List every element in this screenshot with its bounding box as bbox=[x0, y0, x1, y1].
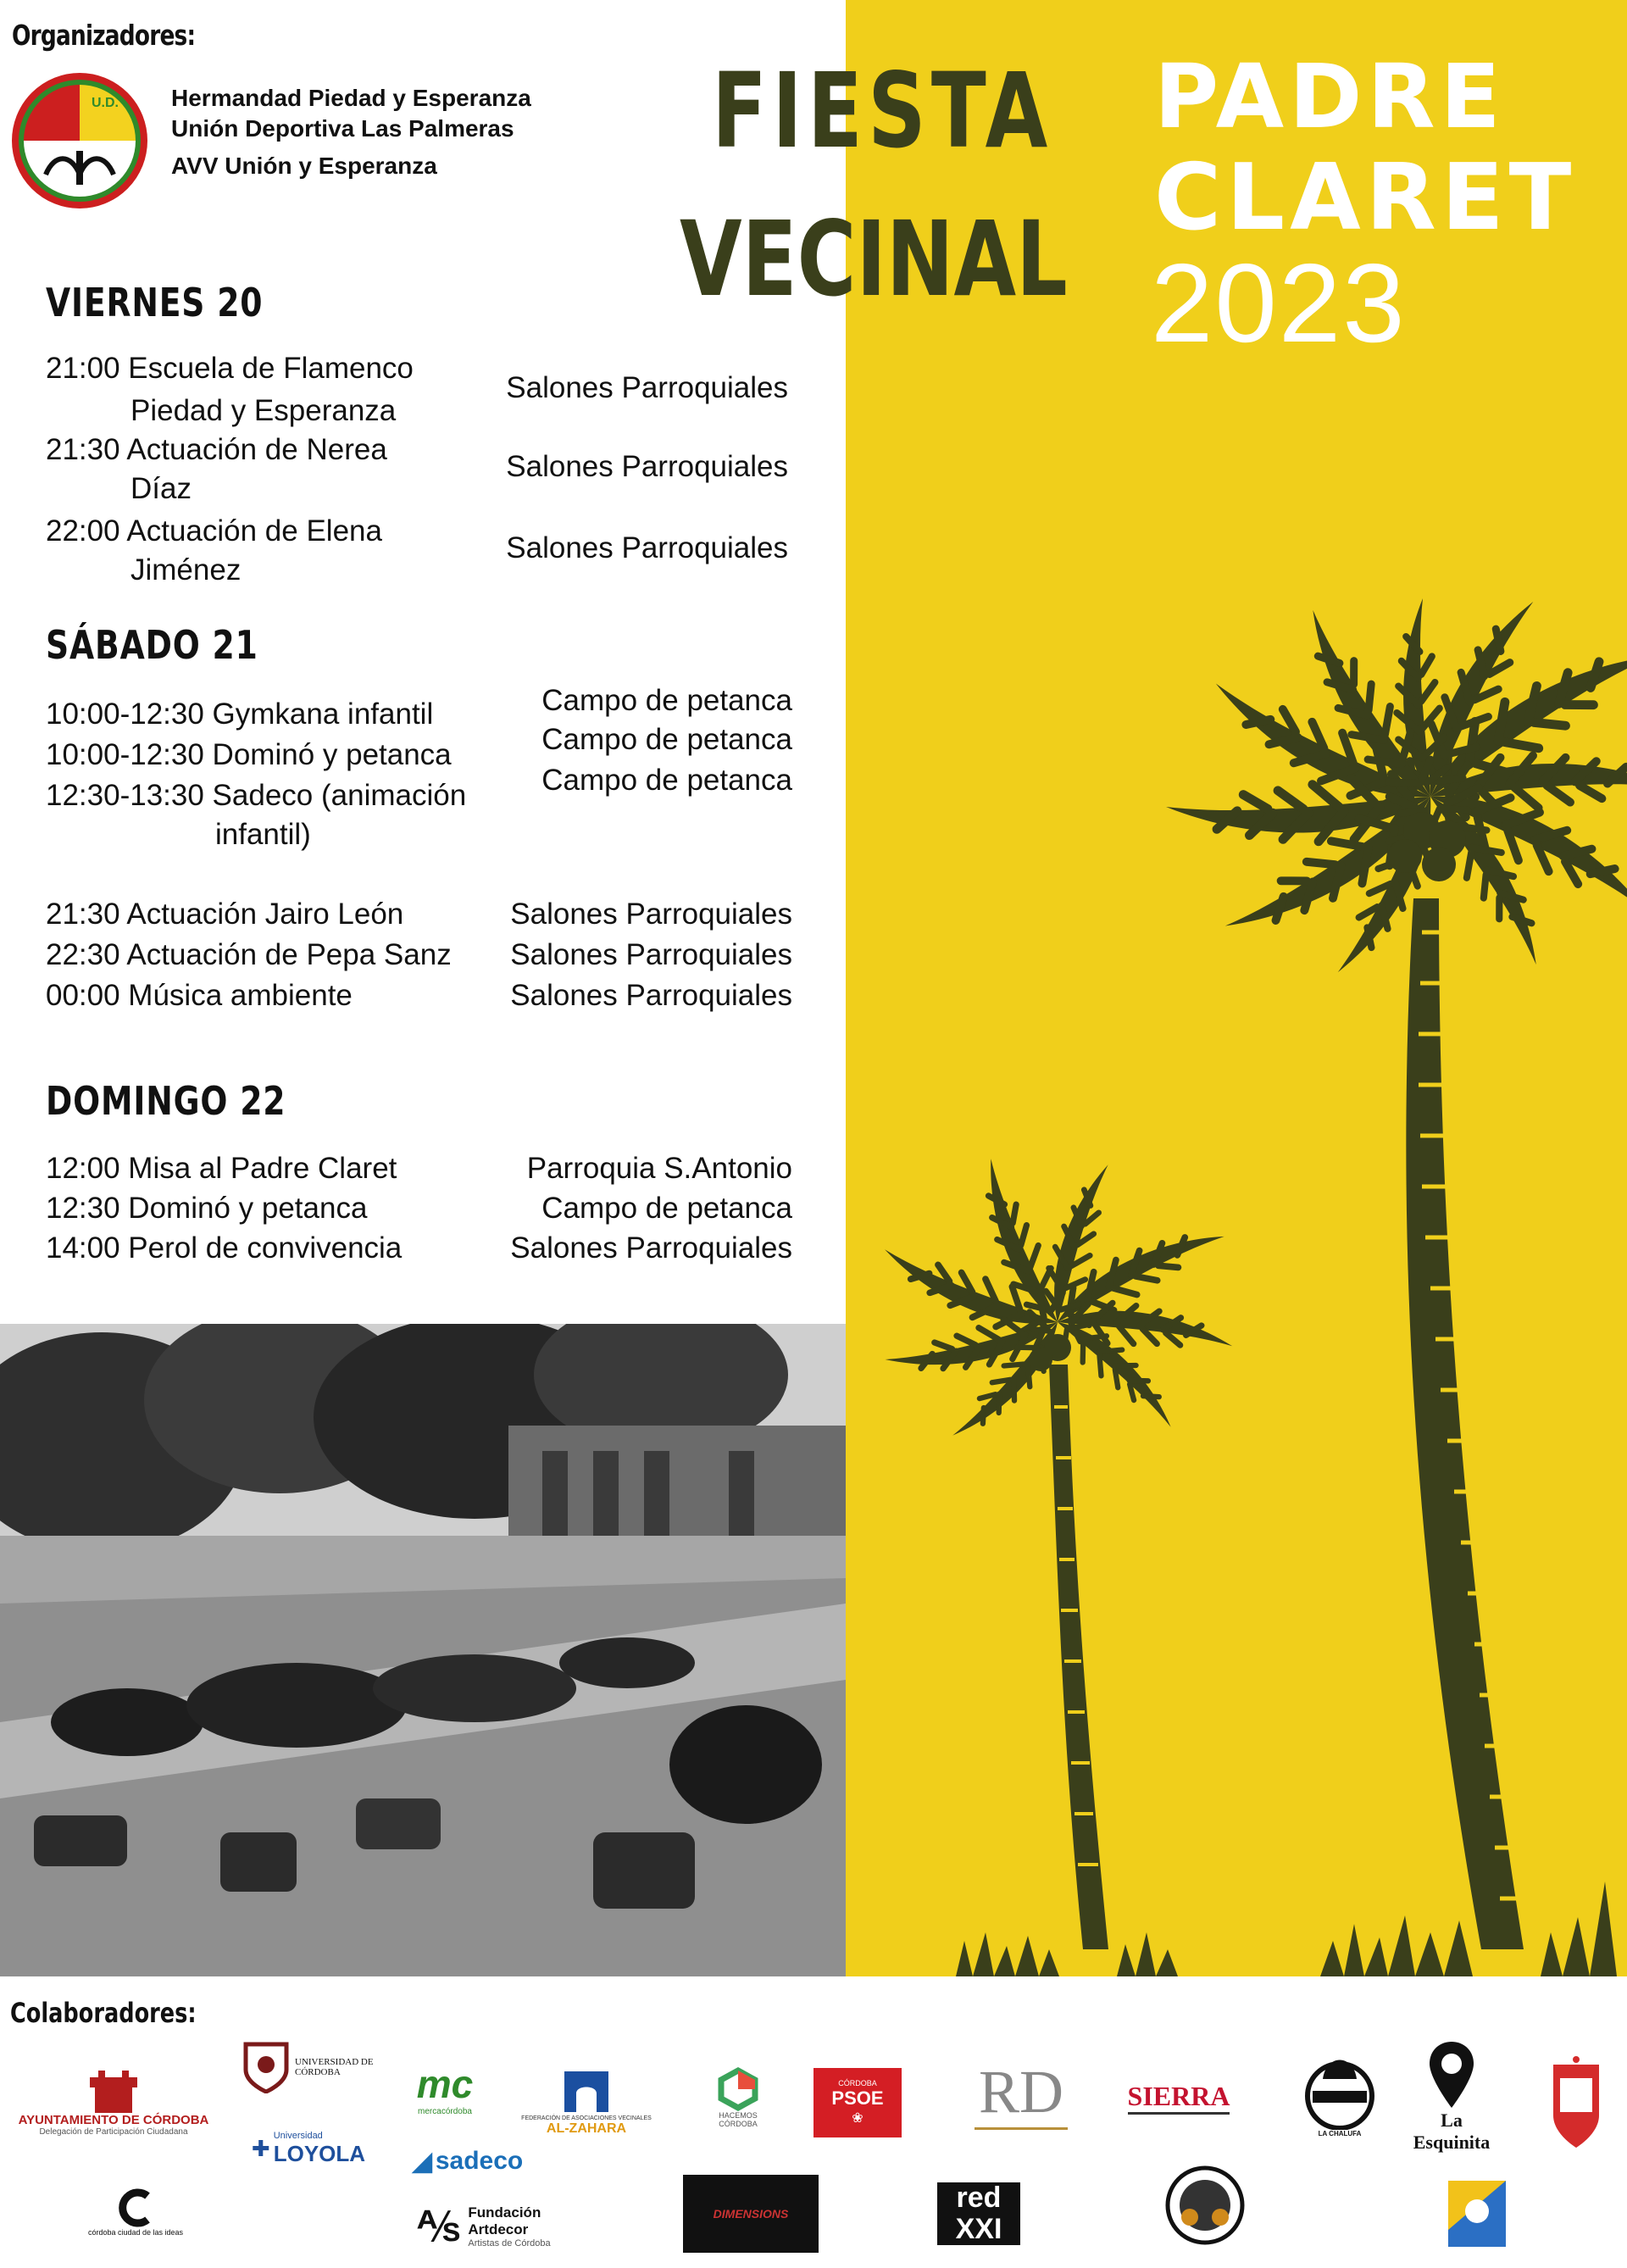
event-sabado-2: 10:00-12:30 Dominó y petanca bbox=[46, 738, 452, 771]
event-viernes-2: 21:30 Actuación de Nerea bbox=[46, 433, 387, 466]
event-viernes-2-cont: Díaz bbox=[130, 472, 192, 505]
event-photo bbox=[0, 1324, 846, 1976]
organizer-3: AVV Unión y Esperanza bbox=[171, 153, 437, 179]
event-sabado-3-cont: infantil) bbox=[215, 818, 311, 851]
place-sabado-1: Campo de petanca bbox=[541, 684, 792, 717]
loyola-cross-icon: ✚ bbox=[251, 2135, 270, 2161]
logo-sadeco: ◢ sadeco bbox=[412, 2147, 524, 2176]
logo-dimensions-cars: DIMENSIONS bbox=[683, 2175, 819, 2253]
logo-red-xxi: red XXI bbox=[937, 2175, 1020, 2253]
place-domingo-2: Campo de petanca bbox=[541, 1192, 792, 1225]
place-sabado-5: Salones Parroquiales bbox=[510, 938, 792, 971]
title-claret: CLARET bbox=[1154, 145, 1577, 251]
place-sabado-2: Campo de petanca bbox=[541, 723, 792, 756]
logo-cordoba-ciudad-ideas: córdoba ciudad de las ideas bbox=[68, 2170, 203, 2254]
logo-club-shield bbox=[1547, 2054, 1605, 2153]
svg-text:U.D.: U.D. bbox=[92, 96, 119, 110]
day-title-sabado: SÁBADO 21 bbox=[46, 622, 258, 668]
event-viernes-1-cont: Piedad y Esperanza bbox=[130, 394, 397, 427]
uco-shield-icon bbox=[242, 2041, 290, 2093]
event-sabado-6: 00:00 Música ambiente bbox=[46, 979, 353, 1012]
title-vecinal: VECINAL bbox=[680, 199, 1068, 320]
event-sabado-4: 21:30 Actuación Jairo León bbox=[46, 898, 404, 931]
place-viernes-1: Salones Parroquiales bbox=[506, 371, 788, 404]
artdecor-mark-icon: ⅍ bbox=[417, 2203, 460, 2250]
logo-sierra: SIERRA bbox=[1117, 2068, 1241, 2127]
castle-icon bbox=[88, 2067, 139, 2113]
event-viernes-3-cont: Jiménez bbox=[130, 553, 242, 586]
event-viernes-3: 22:00 Actuación de Elena bbox=[46, 514, 382, 548]
place-viernes-2: Salones Parroquiales bbox=[506, 450, 788, 483]
event-domingo-2: 12:30 Dominó y petanca bbox=[46, 1192, 368, 1225]
logo-rd: RD bbox=[966, 2043, 1076, 2144]
place-sabado-3: Campo de petanca bbox=[541, 764, 792, 797]
hexagon-icon bbox=[716, 2067, 760, 2111]
logo-motorcycle-club bbox=[1163, 2153, 1247, 2258]
la-chalufa-emblem-icon bbox=[1297, 2048, 1382, 2130]
title-fiesta: FIESTA bbox=[712, 51, 1053, 171]
rose-icon: ❀ bbox=[852, 2111, 863, 2126]
logo-ayuntamiento-cordoba: AYUNTAMIENTO DE CÓRDOBA Delegación de Participación Ciudadana bbox=[12, 2051, 215, 2153]
logo-hacemos-cordoba: HACEMOS CÓRDOBA bbox=[700, 2060, 776, 2136]
location-pin-icon bbox=[1426, 2040, 1477, 2110]
blue-yellow-shield-icon bbox=[1447, 2179, 1508, 2250]
logo-al-zahara: FEDERACIÓN DE ASOCIACIONES VECINALES AL-ZAHARA bbox=[508, 2049, 664, 2151]
event-sabado-5: 22:30 Actuación de Pepa Sanz bbox=[46, 938, 452, 971]
day-title-domingo: DOMINGO 22 bbox=[46, 1078, 286, 1124]
organizers-title: Organizadores: bbox=[12, 19, 196, 52]
logo-universidad-loyola: ✚ Universidad LOYOLA bbox=[251, 2130, 366, 2166]
motorcycle-emblem-icon bbox=[1164, 2154, 1246, 2256]
event-viernes-1: 21:00 Escuela de Flamenco bbox=[46, 352, 414, 385]
place-domingo-3: Salones Parroquiales bbox=[510, 1231, 792, 1265]
event-sabado-3: 12:30-13:30 Sadeco (animación bbox=[46, 779, 467, 812]
day-title-viernes: VIERNES 20 bbox=[46, 280, 264, 325]
logo-mercacordoba: mc mercacórdoba bbox=[416, 2061, 474, 2116]
place-viernes-3: Salones Parroquiales bbox=[506, 531, 788, 564]
event-sabado-1: 10:00-12:30 Gymkana infantil bbox=[46, 698, 434, 731]
sadeco-leaf-icon: ◢ bbox=[412, 2147, 432, 2176]
title-padre: PADRE bbox=[1154, 45, 1506, 148]
title-year: 2023 bbox=[1151, 241, 1407, 365]
place-sabado-6: Salones Parroquiales bbox=[510, 979, 792, 1012]
organizer-2: Unión Deportiva Las Palmeras bbox=[171, 115, 514, 142]
event-domingo-1: 12:00 Misa al Padre Claret bbox=[46, 1152, 397, 1185]
logo-universidad-cordoba: UNIVERSIDAD DE CÓRDOBA bbox=[239, 2037, 383, 2097]
idea-c-icon bbox=[115, 2187, 156, 2228]
organizer-1: Hermandad Piedad y Esperanza bbox=[171, 85, 531, 111]
logo-psoe-cordoba: CÓRDOBA PSOE ❀ bbox=[814, 2068, 902, 2137]
club-shield-icon bbox=[1550, 2056, 1602, 2151]
logo-fundacion-artdecor: ⅍ Fundación Artdecor Artistas de Córdoba bbox=[417, 2203, 551, 2250]
logo-blue-yellow-club bbox=[1446, 2178, 1508, 2251]
club-crest-logo bbox=[12, 73, 147, 208]
logo-la-chalufa: LA CHALUFA bbox=[1293, 2046, 1386, 2139]
collaborators-title: Colaboradores: bbox=[10, 1997, 197, 2029]
place-sabado-4: Salones Parroquiales bbox=[510, 898, 792, 931]
al-zahara-arch-icon bbox=[561, 2065, 612, 2115]
event-domingo-3: 14:00 Perol de convivencia bbox=[46, 1231, 403, 1265]
logo-la-esquinita: La Esquinita bbox=[1405, 2037, 1498, 2156]
place-domingo-1: Parroquia S.Antonio bbox=[526, 1152, 792, 1185]
